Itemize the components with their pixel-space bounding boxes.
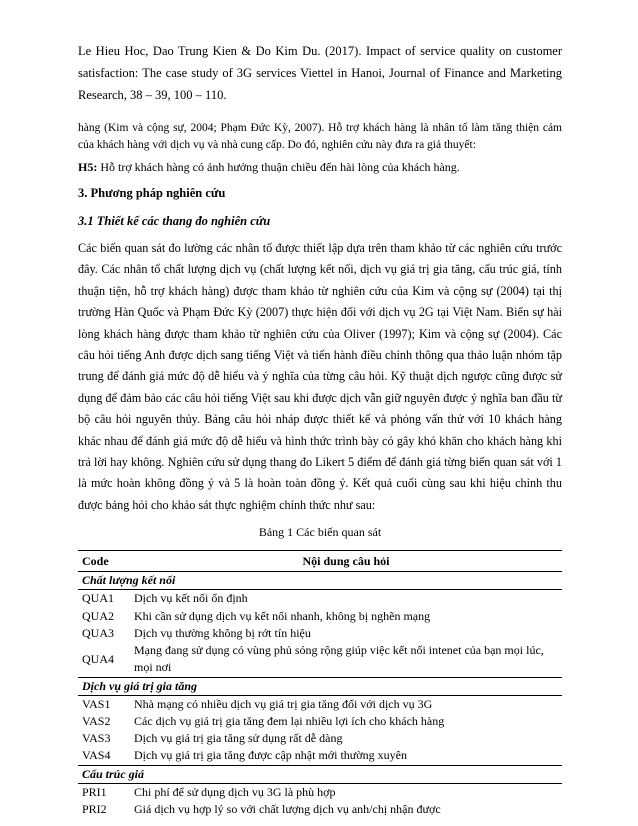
table-group-row [78, 677, 562, 695]
row-question: Dịch vụ giá trị gia tăng sử dụng rất dễ dàng [134, 731, 343, 746]
table-header-row [78, 551, 562, 572]
row-question: Dịch vụ kết nối ổn định [134, 591, 248, 606]
reference-entry: Le Hieu Hoc, Dao Trung Kien & Do Kim Du. (2017). Impact of service quality on customer satisfaction: The case study of 3G services Viettel in Hanoi, Journal of Finance and Marketing Research, 38 – 39, 100 – 110. [78, 44, 562, 102]
table-group-row [78, 765, 562, 783]
row-question: Các dịch vụ giá trị gia tăng đem lại nhiều lợi ích cho khách hàng [134, 713, 445, 728]
row-question: Mạng đang sử dụng có vùng phủ sóng rộng giúp việc kết nối intenet của bạn mọi lúc, mọi nơi [134, 643, 544, 675]
section-heading: 3. Phương pháp nghiên cứu [78, 186, 226, 200]
row-code: VAS2 [82, 713, 111, 728]
table-row [78, 801, 562, 818]
hypothesis-text: Hỗ trợ khách hàng có ảnh hưởng thuận chiều đến hài lòng của khách hàng. [97, 160, 460, 174]
row-question: Dịch vụ thường không bị rớt tín hiệu [134, 625, 311, 640]
table-caption: Bảng 1 Các biến quan sát [258, 525, 382, 540]
table-row [78, 730, 562, 747]
row-code: QUA1 [82, 591, 114, 606]
row-question: Dịch vụ giá trị gia tăng được cập nhật mới thường xuyên [134, 748, 407, 763]
subsection-heading: 3.1 Thiết kế các thang đo nghiên cứu [78, 214, 271, 228]
row-code: PRI2 [82, 801, 107, 816]
hypothesis-h5 [78, 158, 562, 176]
hypothesis-label: H5: [78, 160, 98, 174]
observed-variables-table [78, 550, 562, 818]
table-row [78, 625, 562, 642]
row-question: Chi phí để sử dụng dịch vụ 3G là phù hợp [134, 784, 336, 799]
header-code: Code [78, 551, 130, 572]
row-code: QUA4 [82, 651, 114, 666]
row-code: QUA2 [82, 608, 114, 623]
continuation-paragraph: hàng (Kim và cộng sự, 2004; Phạm Đức Kỳ, 2007). Hỗ trợ khách hàng là nhân tố làm tăng thiện cảm của khách hàng với dịch vụ và nhà cung cấp. Do đó, nghiên cứu này đưa ra giả thuyết: [78, 122, 562, 151]
table-row [78, 590, 562, 608]
document-page [78, 40, 562, 818]
table-row [78, 642, 562, 677]
row-code: PRI1 [82, 784, 107, 799]
group-title: Chất lượng kết nối [78, 572, 562, 590]
group-title: Cấu trúc giá [78, 765, 562, 783]
row-code: VAS3 [82, 731, 111, 746]
row-code: VAS1 [82, 696, 111, 711]
row-code: QUA3 [82, 625, 114, 640]
table-row [78, 747, 562, 765]
table-group-row [78, 572, 562, 590]
row-question: Nhà mạng có nhiều dịch vụ giá trị gia tăng đối với dịch vụ 3G [134, 696, 433, 711]
table-row [78, 608, 562, 625]
row-code: VAS4 [82, 748, 111, 763]
table-row [78, 713, 562, 730]
table-row [78, 783, 562, 801]
header-content: Nội dung câu hỏi [130, 551, 562, 572]
row-question: Giá dịch vụ hợp lý so với chất lượng dịch vụ anh/chị nhận được [134, 801, 441, 816]
table-row [78, 695, 562, 713]
row-question: Khi cần sử dụng dịch vụ kết nối nhanh, không bị nghẽn mạng [134, 608, 431, 623]
table-body [78, 572, 562, 818]
body-paragraph: Các biến quan sát đo lường các nhân tố được thiết lập dựa trên tham khảo từ các nghiên cứu trước đây. Các nhân tố chất lượng dịch vụ (chất lượng kết nối, dịch vụ giá trị gia tăng, cấu trúc giá, tính thuận tiện, hỗ trợ khách hàng) được tham khảo từ nghiên cứu của Kim và cộng sự (2004) tại thị trường Hàn Quốc và Phạm Đức Kỳ (2007) thực hiện đối với dịch vụ 2G tại Việt Nam. Biến sự hài lòng khách hàng được tham khảo từ nghiên cứu của Oliver (1997); Kim và cộng sự (2004). Các câu hỏi tiếng Anh được dịch sang tiếng Việt và tiến hành điều chỉnh thông qua thảo luận nhóm tập trung để đánh giá mức độ dễ hiểu và ý nghĩa của từng câu hỏi. Kỹ thuật dịch ngược cũng được sử dụng để đảm bảo các câu hỏi tiếng Việt sau khi được dịch vẫn giữ nguyên được ý nghĩa ban đầu từ bộ câu hỏi nguyên thủy. Bảng câu hỏi nháp được thiết kế và phỏng vấn thử với 10 khách hàng khác nhau để đánh giá mức độ dễ hiểu và hình thức trình bày có gây khó khăn cho khách hàng khi trả lời hay không. Nghiên cứu sử dụng thang đo Likert 5 điểm để đánh giá từng biến quan sát với 1 là mức hoàn không đồng ý và 5 là hoàn toàn đồng ý. Kết quả cuối cùng sau khi hiệu chỉnh thu được bảng hỏi cho khảo sát thực nghiệm chính thức như sau: [78, 241, 562, 512]
group-title: Dịch vụ giá trị gia tăng [78, 677, 562, 695]
